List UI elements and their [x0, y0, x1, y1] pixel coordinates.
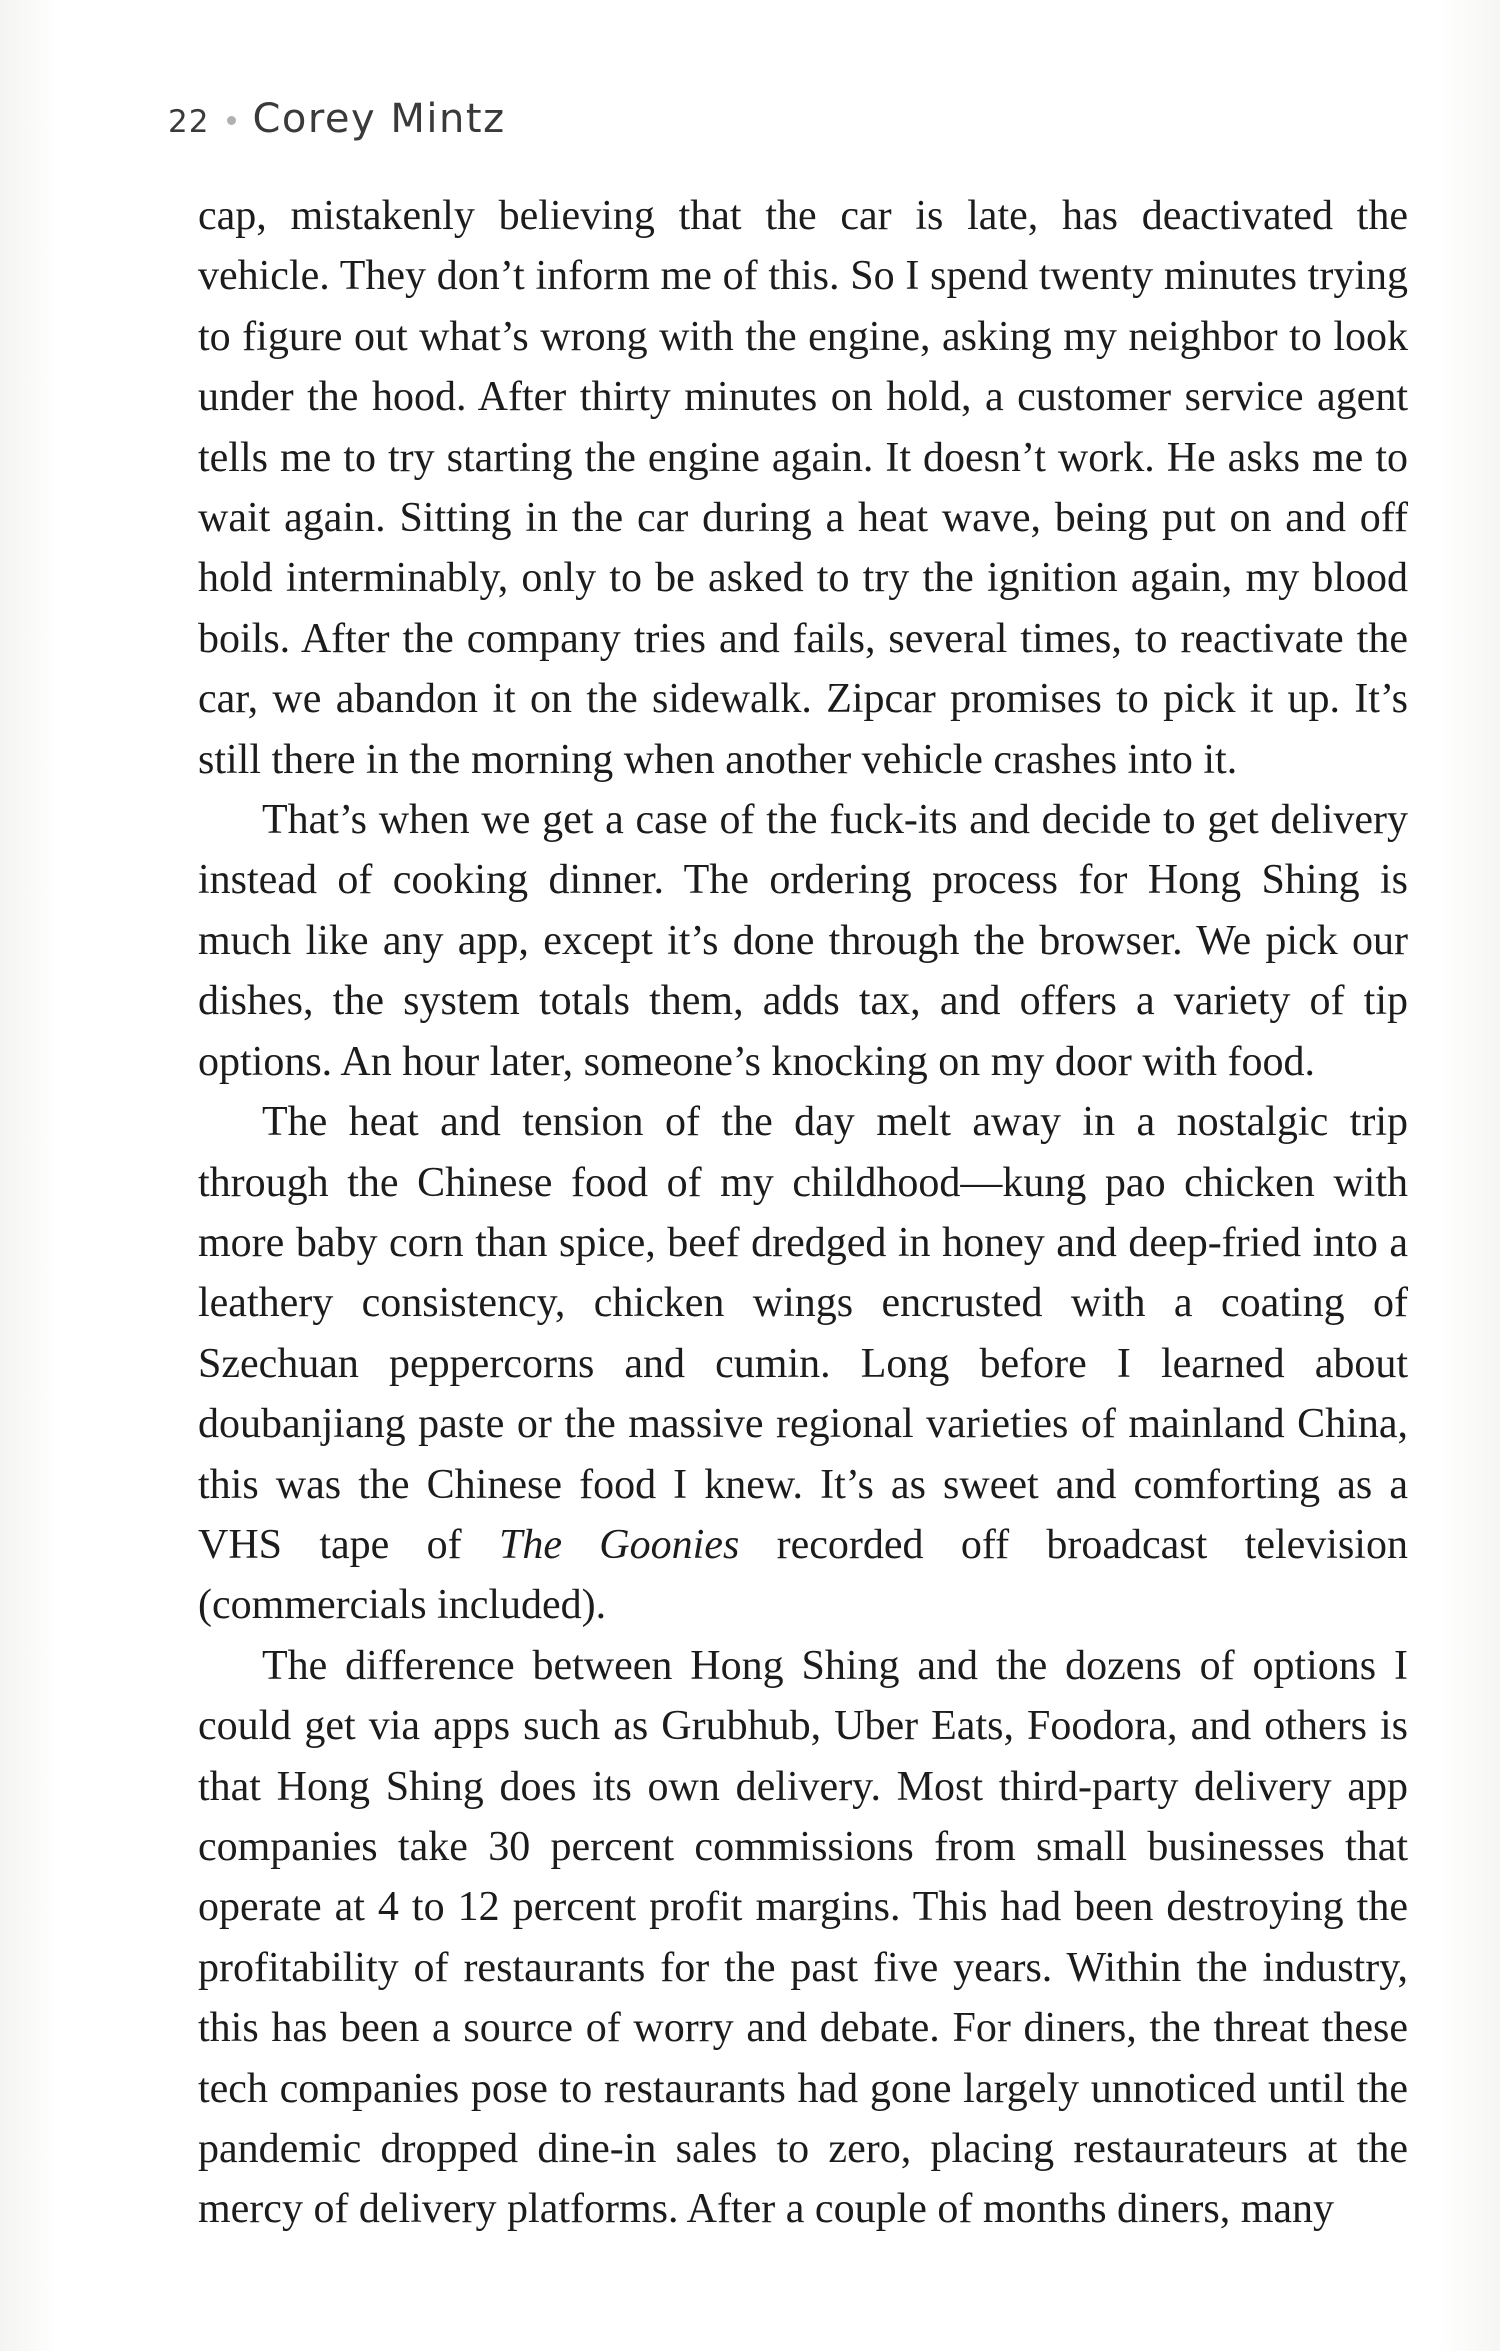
paragraph-1: cap, mistakenly believing that the car is late, has deactivated the vehicle. They don’t inform me of this. So I spend twenty minutes trying to figure out what’s wrong with the engine, asking my neighbor to look under the hood. After thirty minutes on hold, a customer service agent tells me to try starting the engine again. It doesn’t work. He asks me to wait again. Sitting in the car during a heat wave, being put on and off hold interminably, only to be asked to try the ignition again, my blood boils. After the company tries and fails, several times, to reactivate the car, we abandon it on the sidewalk. Zipcar promises to pick it up. It’s still there in the morning when another vehicle crashes into it.	[198, 193, 1408, 783]
body-text	[198, 186, 1408, 2240]
paragraph-4: The difference between Hong Shing and the dozens of options I could get via apps such as Grubhub, Uber Eats, Foodora, and others is that Hong Shing does its own delivery. Most third-party delivery app companies take 30 percent commissions from small businesses that operate at 4 to 12 percent profit margins. This had been destroying the profitability of restaurants for the past five years. Within the industry, this has been a source of worry and debate. For diners, the threat these tech companies pose to restaurants had gone largely unnoticed until the pandemic dropped dine-in sales to zero, placing restaurateurs at the mercy of delivery platforms. After a couple of months diners, many	[198, 1642, 1408, 2233]
running-head	[168, 96, 506, 152]
paragraph-3	[198, 1092, 1408, 1636]
bullet-separator-icon	[227, 116, 236, 125]
film-title: The Goonies	[498, 1521, 740, 1568]
paragraph-2: That’s when we get a case of the fuck-its and decide to get delivery instead of cooking dinner. The ordering process for Hong Shing is much like any app, except it’s done through the browser. We pick our dishes, the system totals them, adds tax, and offers a variety of tip options. An hour later, someone’s knocking on my door with food.	[198, 797, 1408, 1085]
paragraph-3-text-before: The heat and tension of the day melt away in a nostalgic trip through the Chinese food of my childhood—kung pao chicken with more baby corn than spice, beef dredged in honey and deep-fried into a leathery consistency, chicken wings encrusted with a coating of Szechuan peppercorns and cumin. Long before I learned about doubanjiang paste or the massive regional varieties of mainland China, this was the Chinese food I knew. It’s as sweet and comforting as a VHS tape of	[198, 1099, 1408, 1568]
paragraph-3-text-after: recorded off broadcast television (commercials included).	[198, 1521, 1408, 1629]
page-number: 22	[168, 104, 210, 140]
author-name: Corey Mintz	[252, 96, 506, 142]
